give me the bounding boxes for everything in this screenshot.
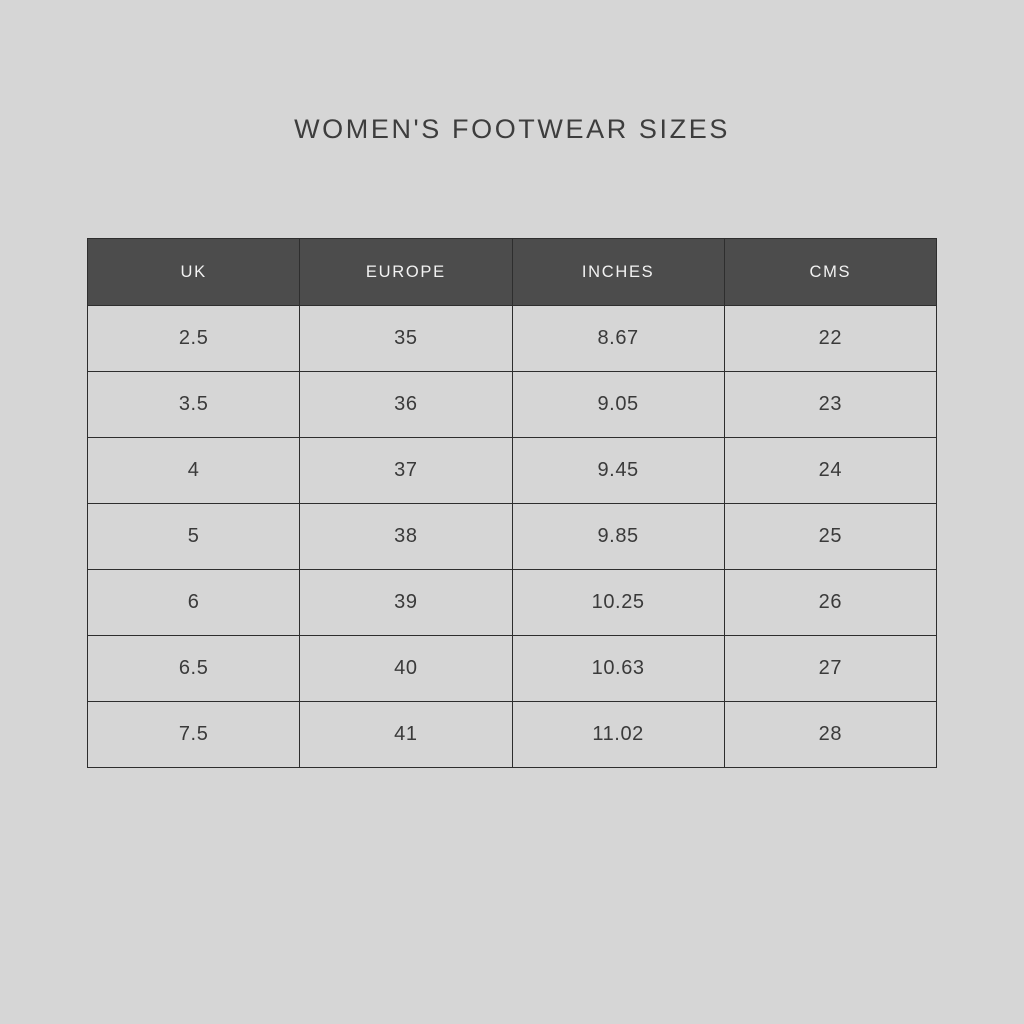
cell-europe: 41 bbox=[300, 702, 512, 768]
table-row bbox=[88, 702, 937, 768]
cell-europe: 39 bbox=[300, 570, 512, 636]
cell-europe: 36 bbox=[300, 372, 512, 438]
cell-cms: 27 bbox=[724, 636, 936, 702]
column-header-europe: EUROPE bbox=[300, 239, 512, 306]
cell-cms: 22 bbox=[724, 306, 936, 372]
cell-inches: 10.63 bbox=[512, 636, 724, 702]
cell-cms: 25 bbox=[724, 504, 936, 570]
cell-uk: 6.5 bbox=[88, 636, 300, 702]
cell-europe: 37 bbox=[300, 438, 512, 504]
cell-cms: 23 bbox=[724, 372, 936, 438]
table-row bbox=[88, 306, 937, 372]
cell-inches: 10.25 bbox=[512, 570, 724, 636]
cell-europe: 40 bbox=[300, 636, 512, 702]
cell-inches: 9.85 bbox=[512, 504, 724, 570]
table-header bbox=[88, 239, 937, 306]
column-header-cms: CMS bbox=[724, 239, 936, 306]
cell-inches: 11.02 bbox=[512, 702, 724, 768]
cell-cms: 28 bbox=[724, 702, 936, 768]
cell-cms: 26 bbox=[724, 570, 936, 636]
table-row bbox=[88, 570, 937, 636]
column-header-inches: INCHES bbox=[512, 239, 724, 306]
cell-inches: 9.45 bbox=[512, 438, 724, 504]
table-row bbox=[88, 372, 937, 438]
cell-uk: 2.5 bbox=[88, 306, 300, 372]
column-header-uk: UK bbox=[88, 239, 300, 306]
table-header-row bbox=[88, 239, 937, 306]
cell-europe: 38 bbox=[300, 504, 512, 570]
cell-uk: 7.5 bbox=[88, 702, 300, 768]
table-row bbox=[88, 504, 937, 570]
cell-europe: 35 bbox=[300, 306, 512, 372]
cell-inches: 8.67 bbox=[512, 306, 724, 372]
size-table bbox=[87, 238, 937, 768]
cell-uk: 6 bbox=[88, 570, 300, 636]
cell-uk: 4 bbox=[88, 438, 300, 504]
cell-inches: 9.05 bbox=[512, 372, 724, 438]
cell-uk: 3.5 bbox=[88, 372, 300, 438]
table-row bbox=[88, 438, 937, 504]
size-table-container bbox=[87, 238, 937, 768]
page-title: WOMEN'S FOOTWEAR SIZES bbox=[294, 114, 730, 144]
table-body bbox=[88, 306, 937, 768]
cell-uk: 5 bbox=[88, 504, 300, 570]
cell-cms: 24 bbox=[724, 438, 936, 504]
table-row bbox=[88, 636, 937, 702]
